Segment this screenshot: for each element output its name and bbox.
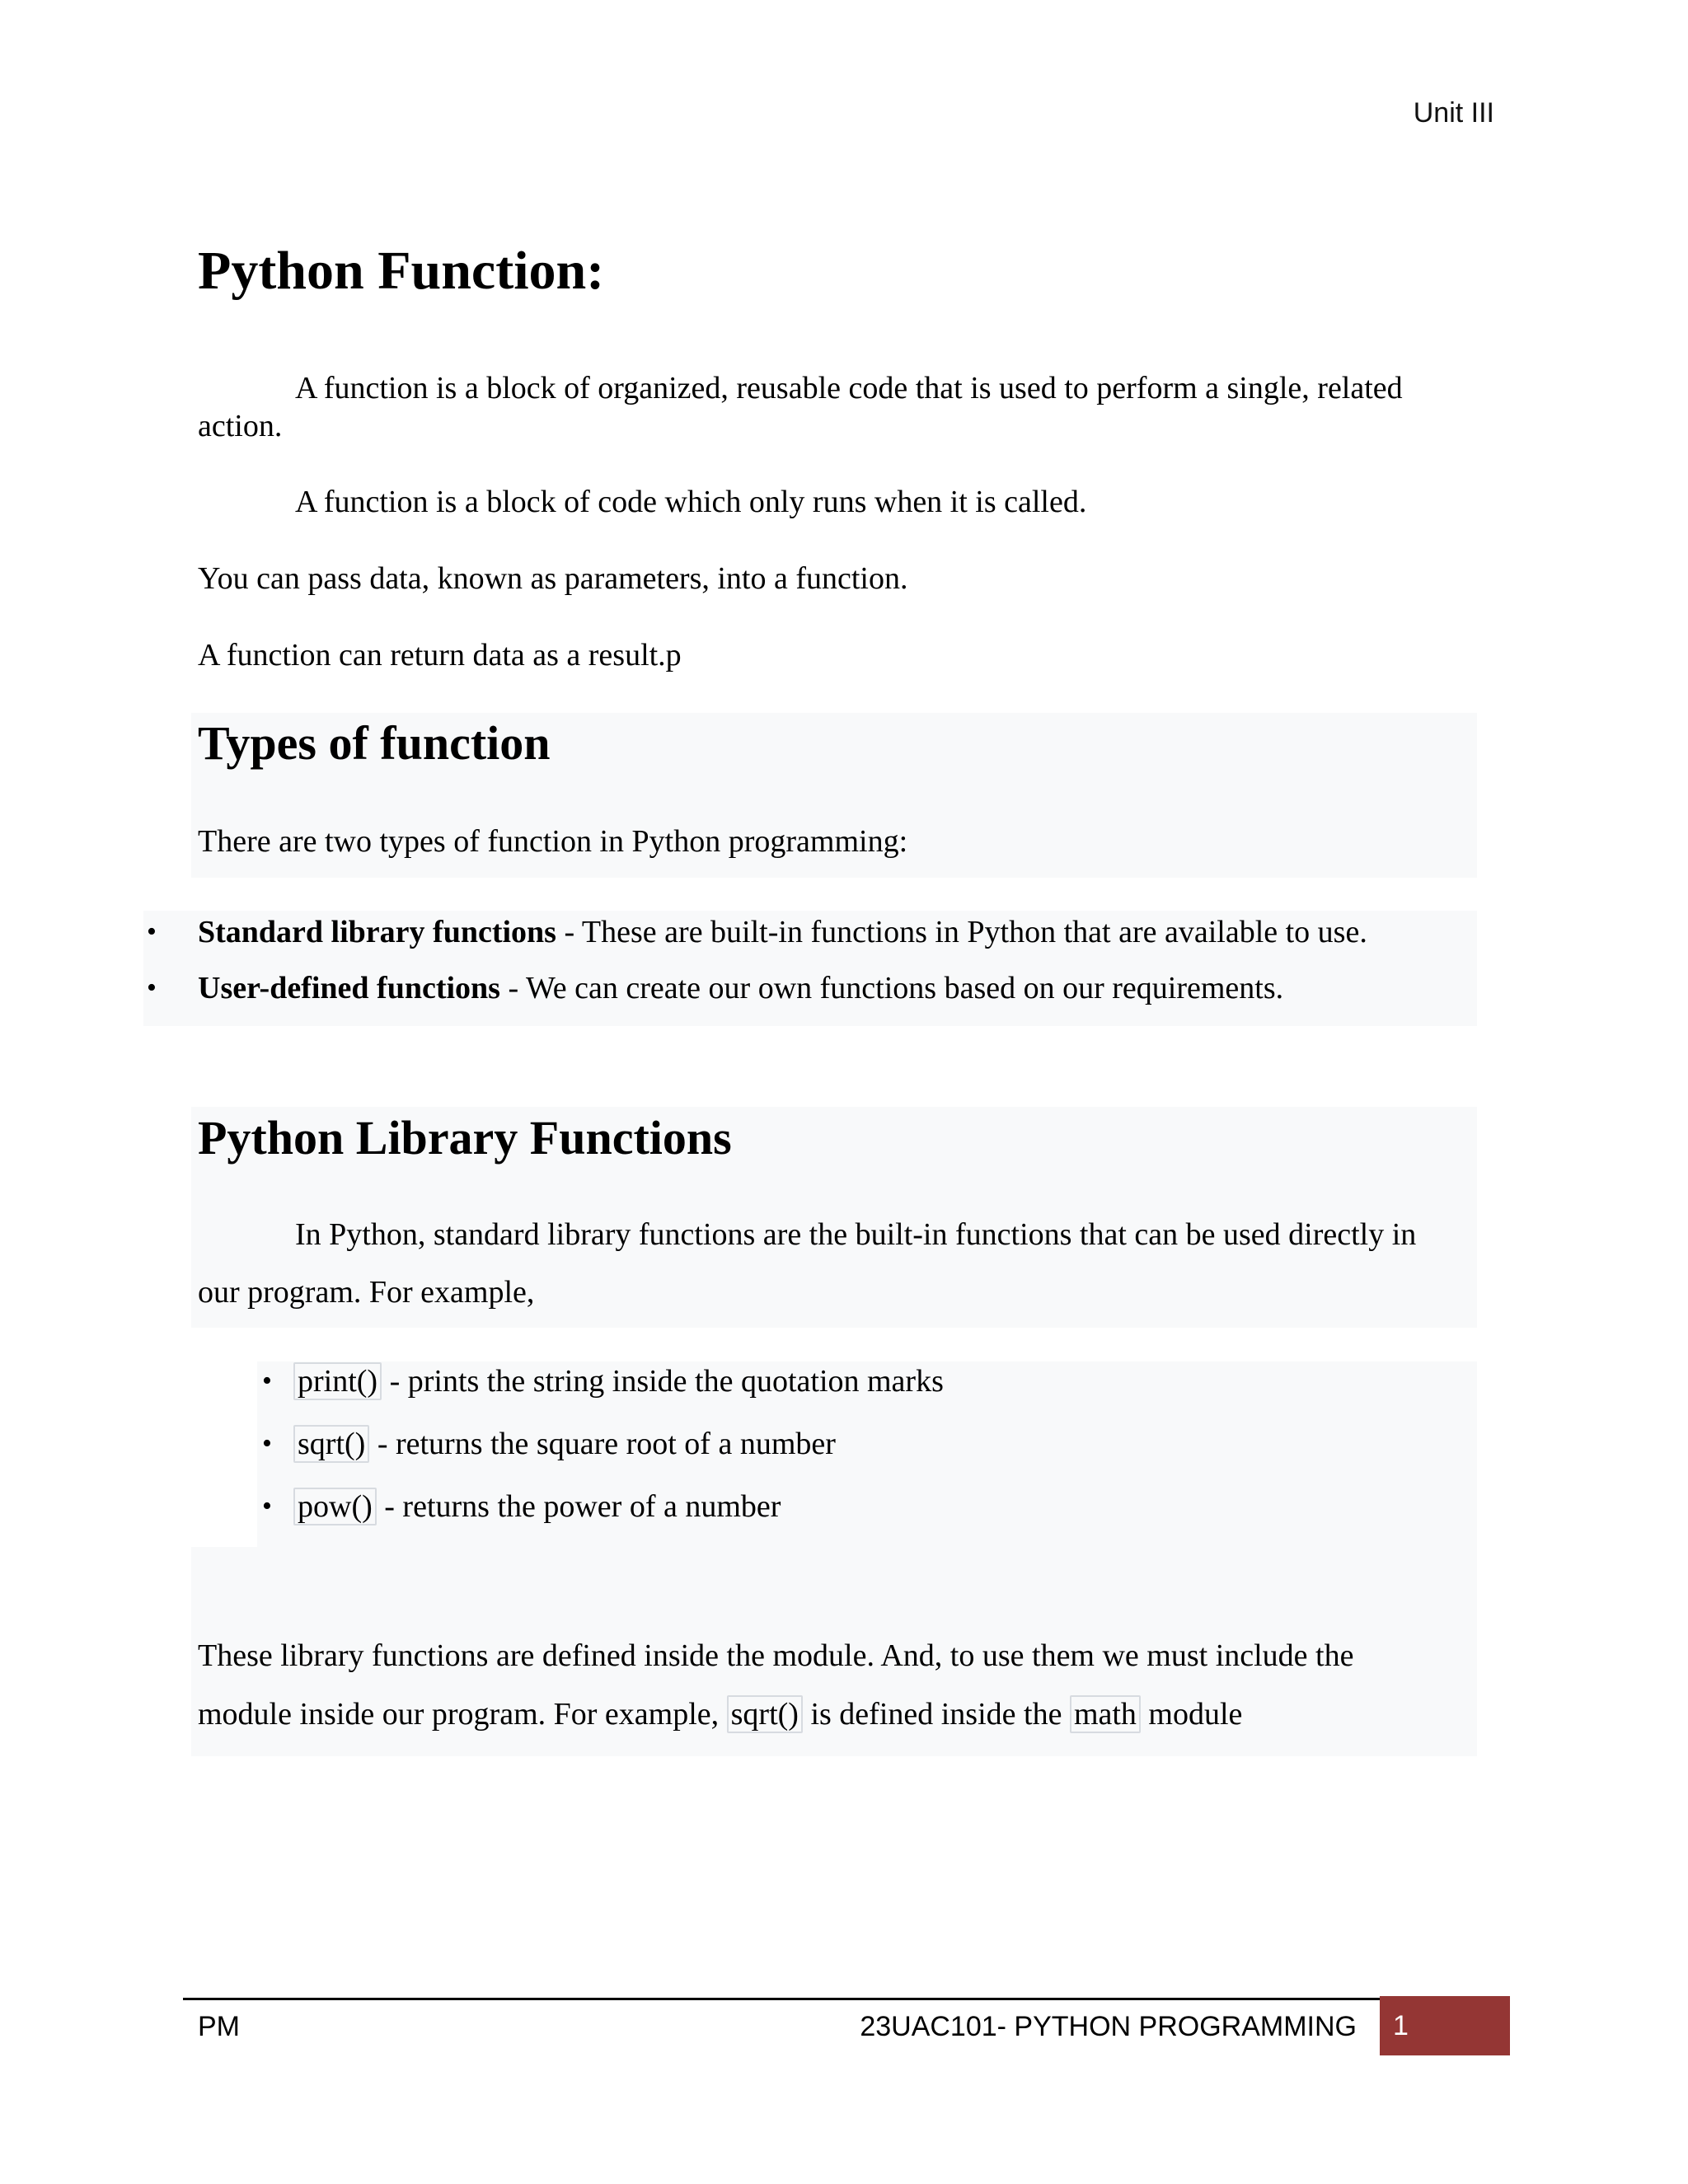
header-unit-label: Unit III [1413,97,1494,129]
return-data-paragraph: A function can return data as a result.p [198,638,682,673]
code-math-inline: math [1070,1695,1141,1733]
code-sqrt: sqrt() [293,1425,369,1463]
module-paragraph-line-1: These library functions are defined inside the module. And, to use them we must include the [198,1638,1354,1673]
print-desc: - prints the string inside the quotation marks [382,1364,944,1399]
page-number: 1 [1380,1996,1510,2055]
library-line-2: our program. For example, [198,1275,535,1310]
bullet-icon: • [262,1428,272,1459]
library-line-1: In Python, standard library functions are the built-in functions that can be used directly in [295,1217,1417,1252]
code-sqrt-inline: sqrt() [727,1695,803,1733]
bullet-icon: • [147,972,157,1003]
definition-line-2: action. [198,409,283,443]
library-paragraph [198,1216,1472,1254]
module-text-c: module [1140,1697,1243,1732]
definition-paragraph [198,369,1472,407]
bullet-icon: • [262,1366,272,1396]
types-heading: Types of function [198,716,551,770]
module-text-a: module inside our program. For example, [198,1697,727,1732]
footer-left-label: PM [198,2011,240,2042]
standard-library-desc: - These are built-in functions in Python that are available to use. [556,915,1367,949]
module-paragraph-line-2 [198,1695,1242,1733]
library-heading: Python Library Functions [198,1111,732,1165]
standard-library-term: Standard library functions [198,915,556,949]
code-print: print() [293,1362,382,1400]
definition-line-1: A function is a block of organized, reusable code that is used to perform a single, related [295,371,1403,405]
runs-when-called-paragraph: A function is a block of code which only runs when it is called. [295,485,1087,519]
bullet-icon: • [262,1491,272,1521]
user-defined-term: User-defined functions [198,971,500,1005]
footer-divider [183,1998,1380,2000]
module-text-b: is defined inside the [802,1697,1070,1732]
footer-course-label: 23UAC101- PYTHON PROGRAMMING [860,2011,1357,2042]
parameters-paragraph: You can pass data, known as parameters, into a function. [198,561,908,596]
pow-desc: - returns the power of a number [376,1489,781,1524]
page-title: Python Function: [198,241,605,301]
bullet-icon: • [147,916,157,947]
types-intro: There are two types of function in Python programming: [198,824,908,859]
code-pow: pow() [293,1488,377,1526]
user-defined-desc: - We can create our own functions based on our requirements. [499,971,1284,1005]
sqrt-desc: - returns the square root of a number [369,1427,836,1461]
